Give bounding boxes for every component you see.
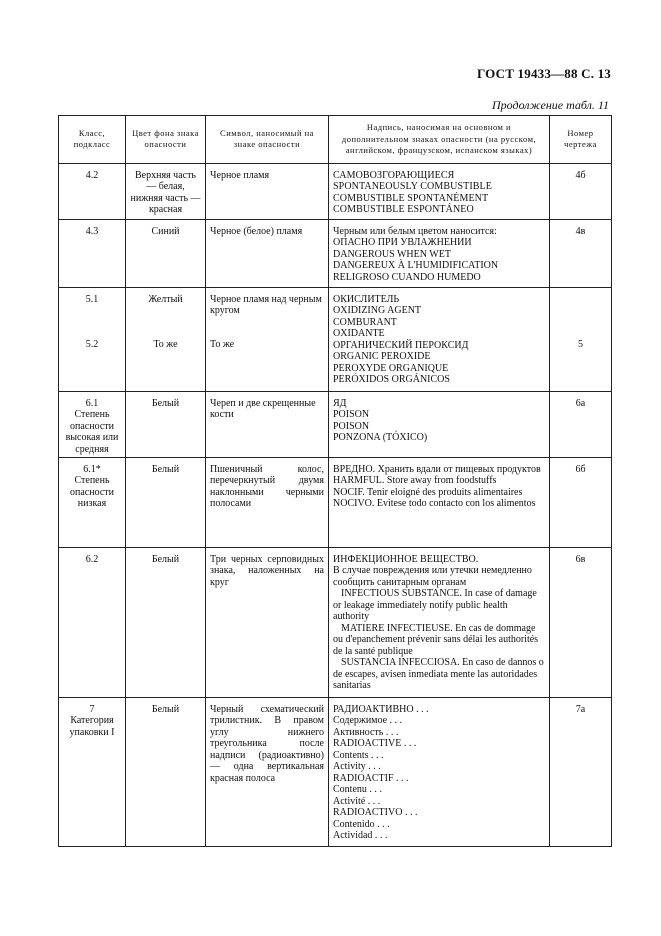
inscription-line: RADIOACTIVE . . . bbox=[333, 738, 417, 749]
inscription-line: РАДИОАКТИВНО . . . bbox=[333, 703, 429, 715]
class-value: 5.1 bbox=[85, 293, 99, 305]
drawing-number-cell: 6а bbox=[550, 391, 612, 457]
class-value: 5.2 bbox=[85, 339, 99, 350]
table-header-row bbox=[59, 116, 612, 164]
color-cell: Синий bbox=[126, 219, 206, 287]
table-continuation-label: Продолжение табл. 11 bbox=[491, 98, 609, 112]
symbol-value: То же bbox=[210, 338, 235, 350]
class-cell bbox=[59, 457, 126, 547]
class-value: 7 bbox=[89, 703, 95, 715]
inscription-line: COMBUSTIBLE SPONTANÉMENT bbox=[333, 192, 489, 204]
inscription-line: MATIERE INFECTIEUSE. En cas de dommage ou d'epanchement prévenir sans délai les authorités de la santé publique bbox=[333, 622, 539, 657]
inscription-line: Actividad . . . bbox=[333, 830, 388, 841]
inscription-line: OXIDANTE bbox=[333, 328, 385, 339]
inscription-line: PEROXYDE ORGANIQUE bbox=[333, 362, 449, 374]
drawing-number-cell: 6в bbox=[550, 547, 612, 697]
column-header-color: Цвет фона знака опасности bbox=[126, 116, 206, 164]
column-header-inscription: Надпись, наносимая на основном и дополнительном знаках опасности (на русском, английском, французском, испанском языках) bbox=[329, 116, 550, 164]
inscription-cell bbox=[329, 219, 550, 287]
class-cell: 4.3 bbox=[59, 219, 126, 287]
inscription-line: HARMFUL. Store away from foodstuffs bbox=[333, 475, 497, 486]
inscription-line: COMBURANT bbox=[333, 316, 397, 328]
inscription-line: ЯД bbox=[333, 397, 347, 409]
inscription-line: В случае повреждения или утечки немедленно сообщить санитарным органам bbox=[333, 565, 532, 588]
color-cell: Белый bbox=[126, 547, 206, 697]
class-value: 6.1* bbox=[83, 463, 101, 475]
inscription-line: POISON bbox=[333, 420, 370, 432]
drawing-number-cell bbox=[550, 287, 612, 391]
drawing-number-cell: 4в bbox=[550, 219, 612, 287]
inscription-line: ИНФЕКЦИОННОЕ ВЕЩЕСТВО. bbox=[333, 553, 479, 565]
class-note: Категория упаковки I bbox=[69, 715, 115, 738]
inscription-line: ВРЕДНО. Хранить вдали от пищевых продуктов bbox=[333, 463, 541, 475]
inscription-line: Activity . . . bbox=[333, 761, 381, 772]
inscription-line: Contenido . . . bbox=[333, 818, 390, 830]
inscription-line: RADIOACTIF . . . bbox=[333, 772, 409, 784]
table-row bbox=[59, 287, 612, 391]
inscription-line: RELIGROSO CUANDO HUMEDO bbox=[333, 271, 481, 283]
color-value: Желтый bbox=[148, 293, 183, 305]
class-value: 6.1 bbox=[85, 397, 99, 409]
inscription-line: ОРГАНИЧЕСКИЙ ПЕРОКСИД bbox=[333, 339, 469, 351]
symbol-cell: Черное пламя bbox=[206, 163, 329, 219]
color-cell: Белый bbox=[126, 697, 206, 846]
class-note: Степень опасности высокая или средняя bbox=[65, 409, 119, 455]
symbol-cell: Черный схематический трилистник. В правом углу нижнего треугольника после надписи (радиоактивно) — одна вертикальная красная полоса bbox=[206, 697, 329, 846]
symbol-cell: Пшеничный колос, перечеркнутый двумя наклонными черными полосами bbox=[206, 457, 329, 547]
inscription-line: Активность . . . bbox=[333, 726, 399, 738]
inscription-line: SPONTANEOUSLY COMBUSTIBLE bbox=[333, 181, 492, 192]
column-header-symbol: Символ, наносимый на знаке опасности bbox=[206, 116, 329, 164]
color-cell: Белый bbox=[126, 391, 206, 457]
class-cell bbox=[59, 287, 126, 391]
inscription-line: SUSTANCIA INFECCIOSA. En caso de dannos o de escapes, avisen inmediata mente las autoridades sanitarias bbox=[333, 657, 544, 691]
color-value: То же bbox=[153, 339, 178, 350]
inscription-line: NOCIVO. Evitese todo contacto con los alimentos bbox=[333, 498, 536, 509]
inscription-line: Contents . . . bbox=[333, 749, 384, 761]
drawing-number-cell: 4б bbox=[550, 163, 612, 219]
inscription-line: ORGANIC PEROXIDE bbox=[333, 351, 431, 362]
drawing-number: 5 bbox=[578, 338, 583, 350]
column-header-drawing: Номер чертежа bbox=[550, 116, 612, 164]
inscription-cell bbox=[329, 163, 550, 219]
symbol-value: Черное пламя над черным кругом bbox=[210, 293, 322, 316]
class-note: Степень опасности низкая bbox=[70, 475, 114, 509]
inscription-line: ОПАСНО ПРИ УВЛАЖНЕНИИ bbox=[333, 237, 472, 248]
inscription-cell bbox=[329, 457, 550, 547]
symbol-cell: Череп и две скрещенные кости bbox=[206, 391, 329, 457]
class-cell bbox=[59, 697, 126, 846]
symbol-cell: Три черных серповидных знака, наложенных на круг bbox=[206, 547, 329, 697]
table-row bbox=[59, 219, 612, 287]
inscription-line: САМОВОЗГОРАЮЩИЕСЯ bbox=[333, 169, 455, 181]
inscription-line: Activité . . . bbox=[333, 795, 381, 807]
table-row bbox=[59, 163, 612, 219]
inscription-line: Contenu . . . bbox=[333, 784, 382, 795]
drawing-number-cell: 7а bbox=[550, 697, 612, 846]
symbol-cell bbox=[206, 287, 329, 391]
inscription-line: POISON bbox=[333, 409, 370, 420]
inscription-line: OXIDIZING AGENT bbox=[333, 305, 422, 316]
table-row bbox=[59, 697, 612, 846]
inscription-line: PONZONA (TÓXICO) bbox=[333, 432, 428, 443]
inscription-line: Черным или белым цветом наносится: bbox=[333, 225, 497, 237]
inscription-line: RADIOACTIVO . . . bbox=[333, 807, 418, 818]
inscription-cell bbox=[329, 391, 550, 457]
color-cell: Верхняя часть — белая, нижняя часть — красная bbox=[126, 163, 206, 219]
inscription-line: COMBUSTIBLE ESPONTÁNEO bbox=[333, 204, 474, 215]
class-cell: 6.2 bbox=[59, 547, 126, 697]
class-cell bbox=[59, 391, 126, 457]
hazard-signs-table bbox=[58, 115, 612, 847]
inscription-line: ОКИСЛИТЕЛЬ bbox=[333, 293, 400, 305]
inscription-line: DANGEROUS WHEN WET bbox=[333, 248, 451, 260]
inscription-cell bbox=[329, 287, 550, 391]
drawing-number-cell: 6б bbox=[550, 457, 612, 547]
column-header-class: Класс, подкласс bbox=[59, 116, 126, 164]
table-row bbox=[59, 391, 612, 457]
inscription-line: DANGEREUX À L'HUMIDIFICATION bbox=[333, 260, 499, 271]
table-row bbox=[59, 457, 612, 547]
inscription-line: PERÓXIDOS ORGÁNICOS bbox=[333, 374, 450, 385]
inscription-line: NOCIF. Tenir eloigné des produits alimentaires bbox=[333, 486, 523, 498]
color-cell: Белый bbox=[126, 457, 206, 547]
symbol-cell: Черное (белое) пламя bbox=[206, 219, 329, 287]
inscription-line: Содержимое . . . bbox=[333, 715, 403, 726]
class-cell: 4.2 bbox=[59, 163, 126, 219]
color-cell bbox=[126, 287, 206, 391]
inscription-cell bbox=[329, 697, 550, 846]
inscription-line: INFECTIOUS SUBSTANCE. In case of damage or leakage immediately notify public health authority bbox=[333, 588, 537, 622]
table-row bbox=[59, 547, 612, 697]
inscription-cell bbox=[329, 547, 550, 697]
page-header: ГОСТ 19433—88 С. 13 bbox=[477, 66, 611, 81]
